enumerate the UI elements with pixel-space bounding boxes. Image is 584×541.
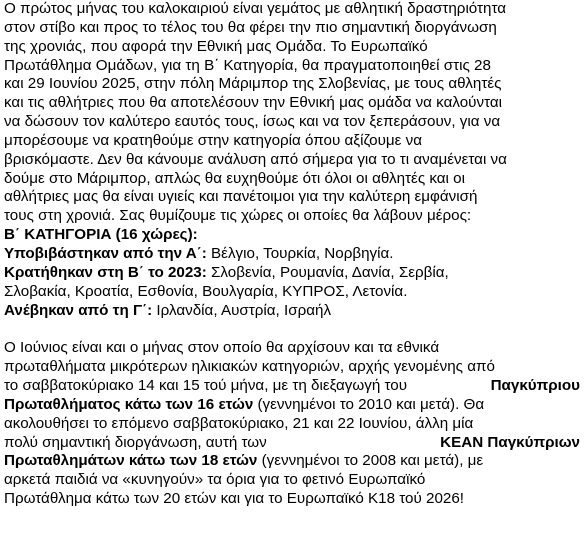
- intro-line: μπορέσουμε να κρατηθούμε στην κατηγορία όπου αξίζουμε να: [4, 131, 423, 149]
- intro-line: αθλήτριες μας θα είναι υγιείς και πανέτοιμοι για την καλύτερη εμφάνισή: [4, 188, 478, 206]
- promoted-label: Ανέβηκαν από τη Γ΄:: [4, 301, 153, 319]
- relegated-row: [4, 245, 580, 264]
- promoted-countries: Ιρλανδία, Αυστρία, Ισραήλ: [152, 301, 332, 319]
- intro-line: δούμε στο Μάριμπορ, απλώς θα ευχηθούμε ότι όλοι οι αθλητές και οι: [4, 169, 465, 187]
- intro-line: και 29 Ιουνίου 2025, στην πόλη Μάριμπορ της Σλοβενίας, με τους αθλητές: [4, 75, 502, 93]
- paragraph-gap: [4, 320, 580, 339]
- intro-line: Πρωτάθλημα Ομάδων, για τη Β΄ Κατηγορία, θα πραγματοποιηθεί στις 28: [4, 56, 491, 74]
- intro-line: να δώσουν τον καλύτερο εαυτός τους, ίσως και να τον ξεπεράσουν, για να: [4, 113, 501, 131]
- relegated-countries: Βέλγιο, Τουρκία, Νορβηγία.: [206, 244, 394, 262]
- retained-countries: Σλοβενία, Ρουμανία, Δανία, Σερβία,: [206, 263, 449, 281]
- intro-line: στον στίβο και προς το τέλος του θα φέρει την πιο σημαντική διοργάνωση: [4, 18, 497, 36]
- intro-line: της χρονιάς, που αφορά την Εθνική μας Ομάδα. Το Ευρωπαϊκό: [4, 37, 428, 55]
- category-list: [4, 226, 580, 320]
- june-line: αρκετά παιδιά να «κυνηγούν» τα όρια για το φετινό Ευρωπαϊκό: [4, 471, 426, 489]
- category-heading: Β΄ ΚΑΤΗΓΟΡΙΑ (16 χώρες):: [4, 226, 198, 244]
- june-line: Ο Ιούνιος είναι και ο μήνας στον οποίο θα αρχίσουν και τα εθνικά: [4, 339, 440, 357]
- intro-line: τους στη χρονιά. Σας θυμίζουμε τις χώρες οι οποίες θα λάβουν μέρος:: [4, 207, 472, 225]
- june-line: ακολουθήσει το επόμενο σαββατοκύριακο, 21 και 22 Ιουνίου, άλλη μία: [4, 414, 474, 432]
- june-line: πρωταθλήματα μικρότερων ηλικιακών κατηγοριών, αρχής γενομένης από: [4, 358, 495, 376]
- intro-line: Ο πρώτος μήνας του καλοκαιριού είναι γεμάτος με αθλητική δραστηριότητα: [4, 0, 507, 17]
- june-line: Πρωταθλήματος κάτω των 16 ετών (γεννημένοι το 2010 και μετά). Θα: [4, 395, 485, 413]
- june-paragraph: [4, 339, 580, 509]
- retained-row-continued: Σλοβακία, Κροατία, Εσθονία, Βουλγαρία, ΚΥΠΡΟΣ, Λετονία.: [4, 282, 408, 300]
- retained-row: [4, 264, 580, 283]
- intro-line: και τις αθλήτριες που θα αποτελέσουν την Εθνική μας ομάδα να καλούνται: [4, 94, 503, 112]
- june-line: Πρωτάθλημα κάτω των 20 ετών και για το Ευρωπαϊκό Κ18 τού 2026!: [4, 490, 465, 508]
- june-line: το σαββατοκύριακο 14 και 15 τού μήνα, με τη διεξαγωγή του Παγκύπριου: [4, 377, 580, 395]
- june-line: Πρωταθλημάτων κάτω των 18 ετών (γεννημένοι το 2008 και μετά), με: [4, 452, 484, 470]
- intro-line: βρισκόμαστε. Δεν θα κάνουμε ανάλυση από σήμερα για το τι αναμένεται να: [4, 150, 507, 168]
- retained-label: Κρατήθηκαν στη Β΄ το 2023:: [4, 263, 207, 281]
- promoted-row: [4, 302, 580, 321]
- intro-paragraph: [4, 0, 580, 226]
- relegated-label: Υποβιβάστηκαν από την Α΄:: [4, 244, 207, 262]
- june-line: πολύ σημαντική διοργάνωση, αυτή των ΚΕΑΝ Παγκύπριων: [4, 433, 580, 451]
